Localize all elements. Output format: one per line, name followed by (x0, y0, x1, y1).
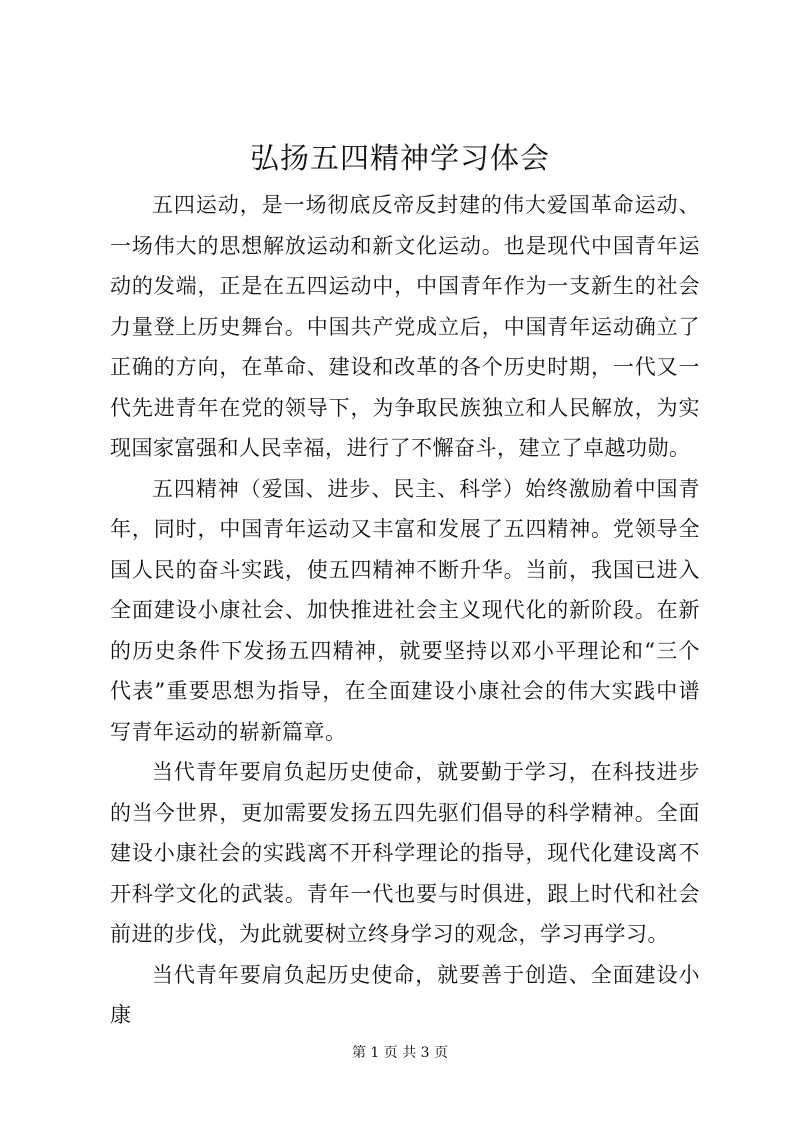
paragraph-2: 五四精神（爱国、进步、民主、科学）始终激励着中国青年，同时，中国青年运动又丰富和发展了五四精神。党领导全国人民的奋斗实践，使五四精神不断升华。当前，我国已进入全面建设小康社会、加快推进社会主义现代化的新阶段。在新的历史条件下发扬五四精神，就要坚持以邓小平理论和“三个代表”重要思想为指导，在全面建设小康社会的伟大实践中谱写青年运动的崭新篇章。 (110, 476, 700, 744)
page-footer: 第 1 页 共 3 页 (351, 1045, 449, 1061)
paragraph-4: 当代青年要肩负起历史使命，就要善于创造、全面建设小康 (110, 962, 700, 1027)
page-title: 弘扬五四精神学习体会 (249, 141, 550, 175)
paragraph-3: 当代青年要肩负起历史使命，就要勤于学习，在科技进步的当今世界，更加需要发扬五四先驱们倡导的科学精神。全面建设小康社会的实践离不开科学理论的指导，现代化建设离不开科学文化的武装。青年一代也要与时俱进，跟上时代和社会前进的步伐，为此就要树立终身学习的观念，学习再学习。 (110, 760, 700, 946)
paragraph-1: 五四运动，是一场彻底反帝反封建的伟大爱国革命运动、一场伟大的思想解放运动和新文化运动。也是现代中国青年运动的发端，正是在五四运动中，中国青年作为一支新生的社会力量登上历史舞台。中国共产党成立后，中国青年运动确立了正确的方向，在革命、建设和改革的各个历史时期，一代又一代先进青年在党的领导下，为争取民族独立和人民解放，为实现国家富强和人民幸福，进行了不懈奋斗，建立了卓越功勋。 (110, 193, 700, 460)
document-body (110, 185, 700, 1036)
